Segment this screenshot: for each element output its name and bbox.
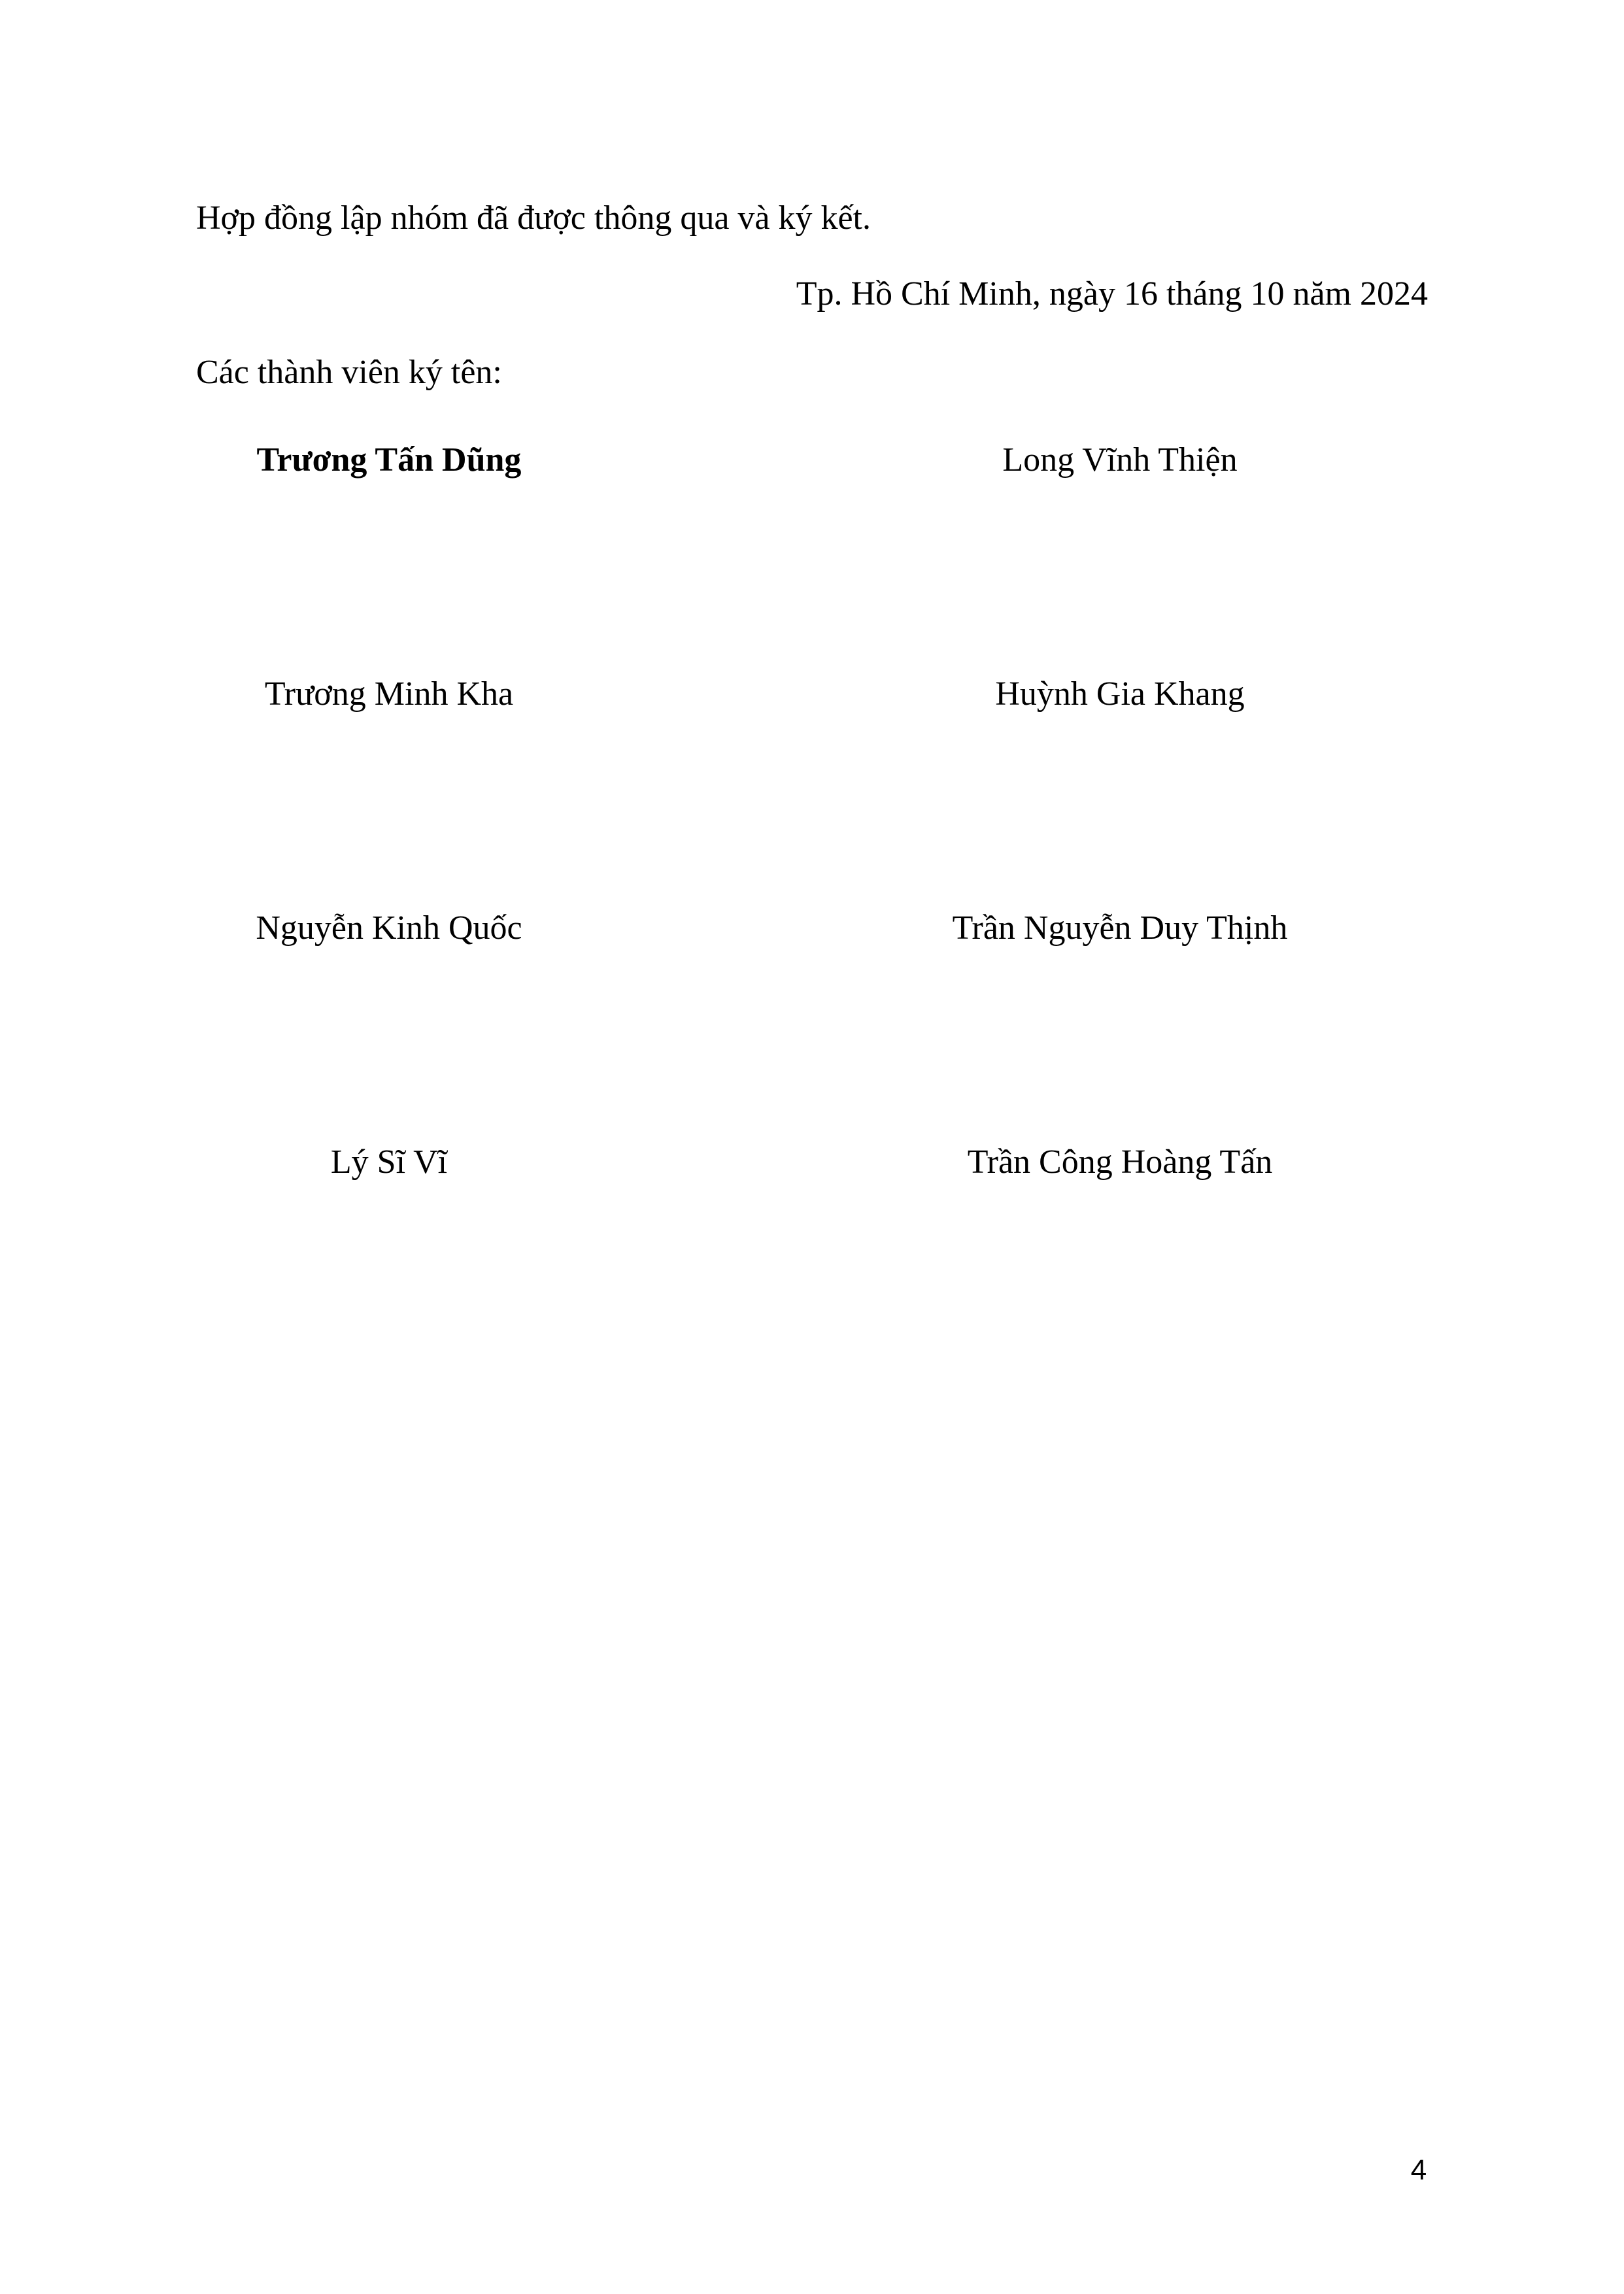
signatory-name: Trương Tấn Dũng bbox=[256, 441, 522, 479]
signatory-cell bbox=[812, 673, 1428, 907]
signatory-name: Huỳnh Gia Khang bbox=[995, 675, 1245, 713]
signatory-name: Trần Nguyễn Duy Thịnh bbox=[952, 909, 1288, 947]
page-number: 4 bbox=[1410, 2154, 1427, 2186]
signatory-name: Lý Sĩ Vĩ bbox=[330, 1143, 448, 1181]
signatory-name: Trần Công Hoàng Tấn bbox=[967, 1143, 1273, 1181]
signatory-name: Long Vĩnh Thiện bbox=[1002, 441, 1238, 479]
signatory-cell bbox=[196, 1141, 812, 1375]
intro-sentence: Hợp đồng lập nhóm đã được thông qua và ký kết. bbox=[196, 199, 871, 237]
signatory-cell bbox=[196, 907, 812, 1141]
signatory-name: Trương Minh Kha bbox=[264, 675, 514, 713]
signatory-cell bbox=[812, 1141, 1428, 1375]
signatory-cell bbox=[196, 673, 812, 907]
signatory-cell bbox=[812, 439, 1428, 673]
members-label: Các thành viên ký tên: bbox=[196, 354, 502, 391]
signatory-cell bbox=[812, 907, 1428, 1141]
signatory-grid bbox=[196, 439, 1428, 1375]
signatory-cell bbox=[196, 439, 812, 673]
signatory-name: Nguyễn Kinh Quốc bbox=[256, 909, 522, 947]
place-and-date: Tp. Hồ Chí Minh, ngày 16 tháng 10 năm 2024 bbox=[796, 275, 1428, 312]
